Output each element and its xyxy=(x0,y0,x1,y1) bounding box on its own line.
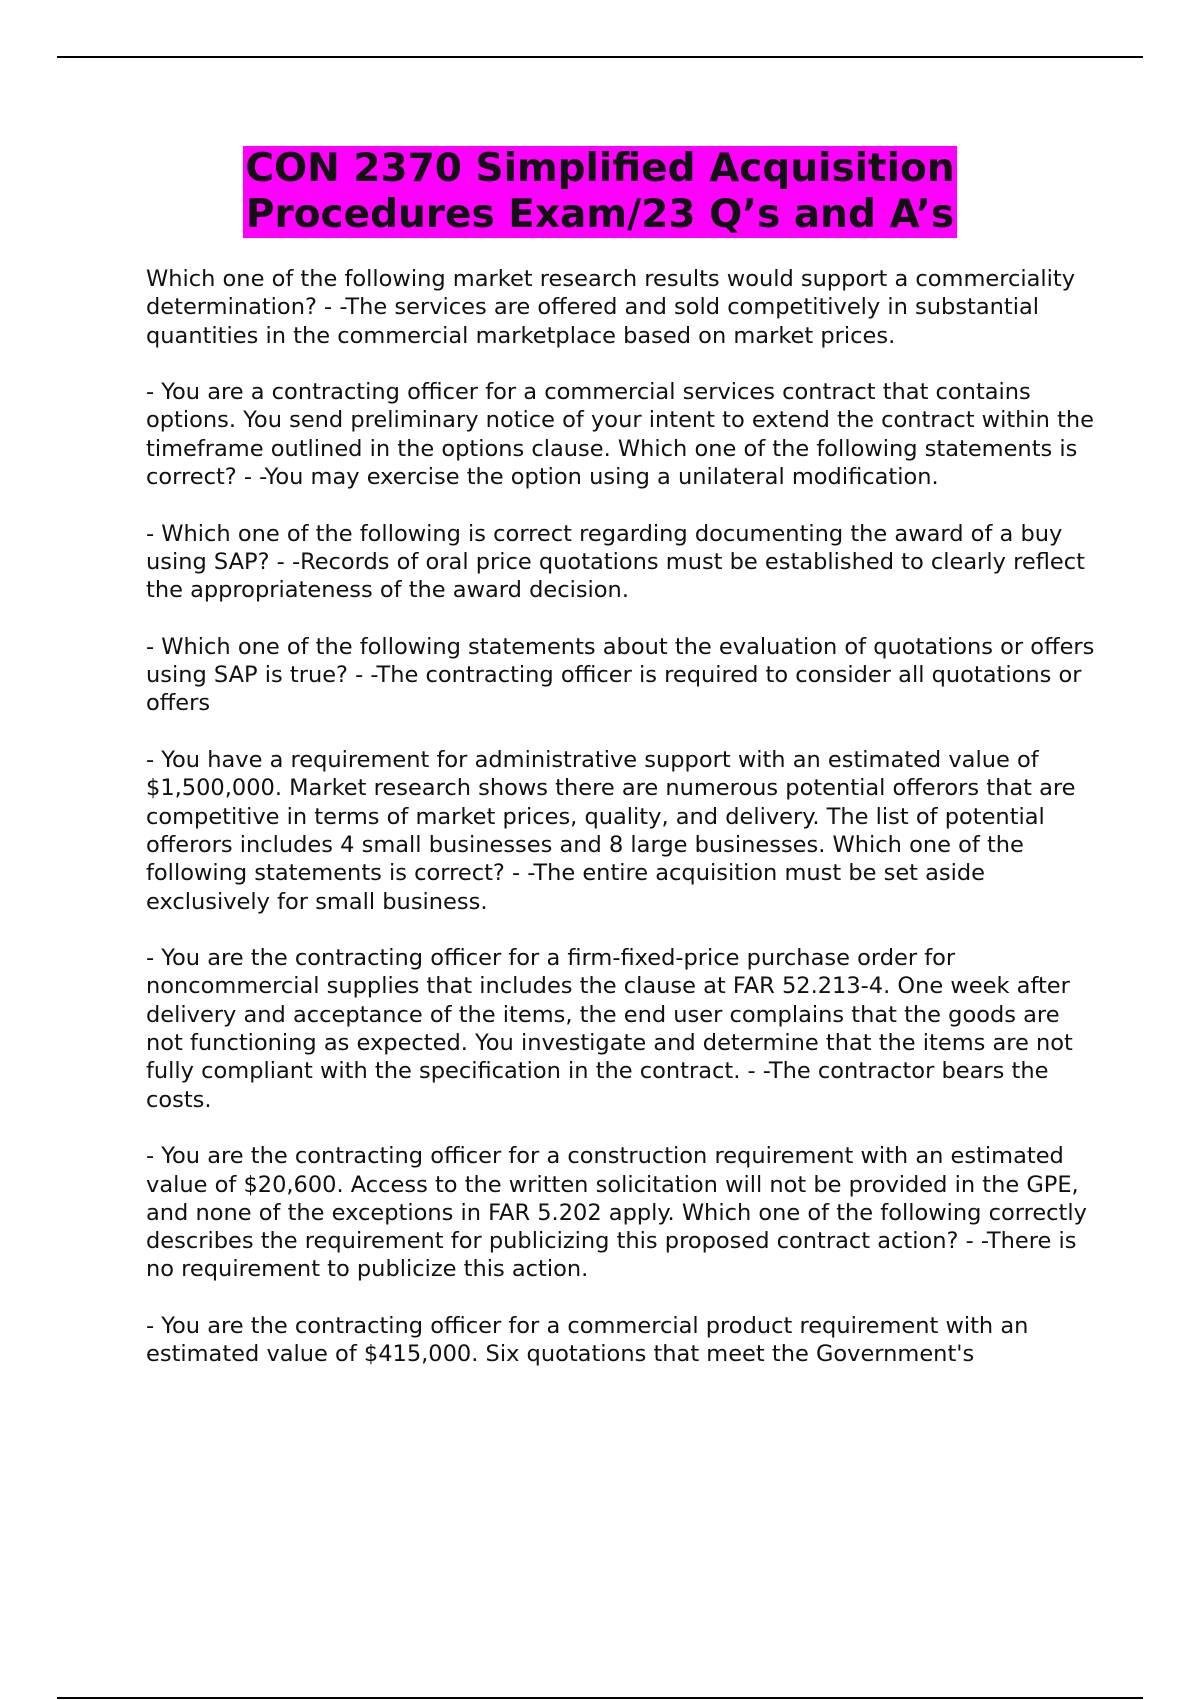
qa-list xyxy=(146,265,1096,1397)
qa-entry-6: - You are the contracting officer for a firm-fixed-price purchase order for noncommercial supplies that includes the clause at FAR 52.213-4. One week after delivery and acceptance of the items, the end user complains that the goods are not functioning as expected. You investigate and determine that the items are not fully compliant with the specification in the contract. - -The contractor bears the costs. xyxy=(146,945,1073,1113)
bottom-rule xyxy=(57,1697,1143,1699)
title-line-2: Procedures Exam/23 Q’s and A’s xyxy=(245,192,955,237)
qa-entry-2: - You are a contracting officer for a commercial services contract that contains options. You send preliminary notice of your intent to extend the contract within the timeframe outlined in the options clause. Which one of the following statements is correct? - -You may exercise the option using a unilateral modification. xyxy=(146,379,1095,491)
qa-entry-1: Which one of the following market research results would support a commerciality determination? - -The services are offered and sold competitively in substantial quantities in the commercial marketplace based on market prices. xyxy=(146,266,1076,349)
qa-entry-7: - You are the contracting officer for a construction requirement with an estimated value of $20,600. Access to the written solicitation will not be provided in the GPE, and none of the exceptions in FAR 5.202 apply. Which one of the following correctly describes the requirement for publicizing this proposed contract action? - -There is no requirement to publicize this action. xyxy=(146,1143,1087,1283)
top-rule xyxy=(57,56,1143,58)
qa-entry-5: - You have a requirement for administrative support with an estimated value of $1,500,000. Market research shows there are numerous potential offerors that are competitive in terms of market prices, quality, and delivery. The list of potential offerors includes 4 small businesses and 8 large businesses. Which one of the following statements is correct? - -The entire acquisition must be set aside exclusively for small business. xyxy=(146,747,1076,915)
qa-entry-3: - Which one of the following is correct regarding documenting the award of a buy using SAP? - -Records of oral price quotations must be established to clearly reflect the appropriateness of the award decision. xyxy=(146,520,1085,604)
document-title xyxy=(0,146,1200,238)
title-line-1: CON 2370 Simplified Acquisition xyxy=(245,146,955,191)
highlighted-title xyxy=(243,146,956,238)
qa-entry-4: - Which one of the following statements about the evaluation of quotations or offers using SAP is true? - -The contracting officer is required to consider all quotations or offers xyxy=(146,633,1095,717)
qa-entry-8: - You are the contracting officer for a commercial product requirement with an estimated value of $415,000. Six quotations that meet the Government's xyxy=(146,1312,1029,1368)
